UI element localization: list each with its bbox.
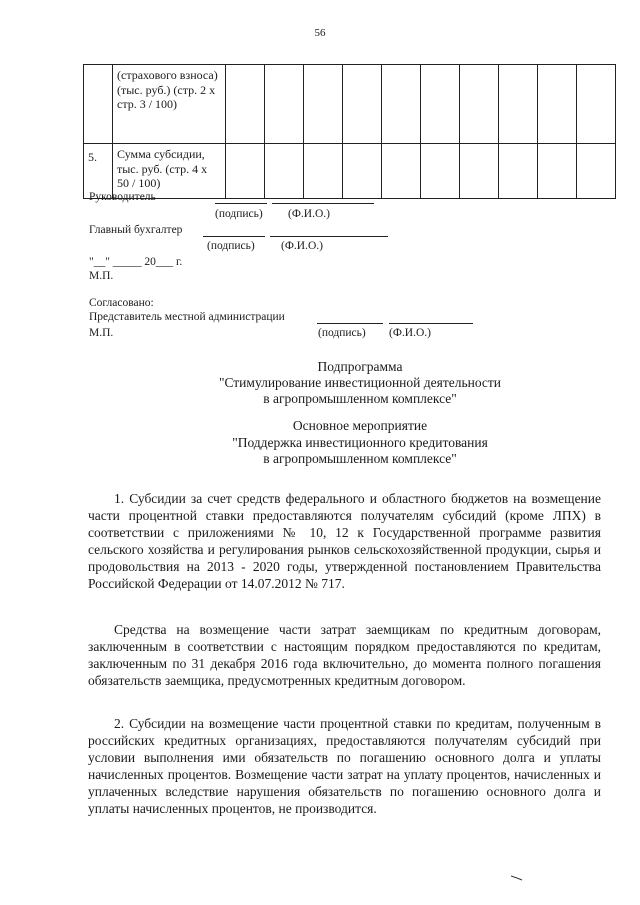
paragraph-1: 1. Субсидии за счет средств федерального и областного бюджетов на возмещение части процентной ставки предоставляются получателям субсидий (кроме ЛПХ) в соответствии с приложениями № 10, 12 к Государственной программе развития сельского хозяйства и регулирования рынков сельскохозяйственной продукции, сырья и продовольствия на 2013 - 2020 годы, утвержденной постановлением Правительства Российской Федерации от 14.07.2012 № 717.	[88, 491, 601, 591]
paragraph-2: Средства на возмещение части затрат заемщикам по кредитным договорам, заключенным в соответствии с настоящим порядком предоставляются по кредитам, заключенным по 31 декабря 2016 года включительно, до момента полного погашения обязательств заемщика, предусмотренных кредитным договором.	[88, 622, 601, 688]
accountant-sign-caption: (подпись)	[207, 240, 255, 252]
chief-accountant-label: Главный бухгалтер	[89, 224, 183, 236]
head-name-line	[272, 203, 374, 204]
main-event-name-line1: "Поддержка инвестиционного кредитования	[232, 435, 488, 450]
accountant-name-caption: (Ф.И.О.)	[281, 240, 323, 252]
head-sign-line	[215, 203, 267, 204]
main-event-title: Основное мероприятие	[292, 418, 428, 433]
paragraph-3: 2. Субсидии на возмещение части процентной ставки по кредитам, полученным в российских кредитных организациях, предоставляются получателям субсидий при условии выполнения ими обязательств по погашению основного долга и уплаты начисленных процентов. Возмещение части затрат на уплату процентов, начисленных и уплаченных вследствие нарушения обязательств по погашению основного долга и уплаты начисленных процентов, не производится.	[88, 716, 601, 816]
table-row	[84, 65, 616, 144]
admin-name-caption: (Ф.И.О.)	[389, 327, 431, 339]
subsidy-table	[83, 64, 616, 199]
stamp-mark-admin: М.П.	[89, 327, 114, 339]
admin-sign-caption: (подпись)	[318, 327, 366, 339]
scan-mark-icon	[511, 875, 523, 881]
accountant-sign-line	[203, 236, 265, 237]
date-line: "__" _____ 20___ г.	[89, 256, 183, 268]
agreed-label: Согласовано:	[89, 297, 154, 309]
head-sign-caption: (подпись)	[215, 208, 263, 220]
head-label: Руководитель	[89, 191, 156, 203]
row-label: (страхового взноса) (тыс. руб.) (стр. 2 х стр. 3 / 100)	[113, 65, 226, 144]
subprogram-name-line1: "Стимулирование инвестиционной деятельности	[218, 375, 502, 390]
page-number: 56	[314, 27, 326, 39]
subprogram-title: Подпрограмма	[317, 359, 403, 374]
head-name-caption: (Ф.И.О.)	[288, 208, 330, 220]
local-admin-label: Представитель местной администрации	[89, 311, 285, 323]
row-label: Сумма субсидии, тыс. руб. (стр. 4 х 50 / 100)	[113, 144, 226, 199]
table-row	[84, 144, 616, 199]
row-number	[84, 65, 113, 144]
row-number: 5.	[84, 144, 113, 199]
stamp-mark: М.П.	[89, 270, 114, 282]
accountant-name-line	[270, 236, 388, 237]
admin-name-line	[389, 323, 473, 324]
admin-sign-line	[317, 323, 383, 324]
main-event-name-line2: в агропромышленном комплексе"	[263, 451, 457, 466]
subprogram-name-line2: в агропромышленном комплексе"	[263, 391, 457, 406]
